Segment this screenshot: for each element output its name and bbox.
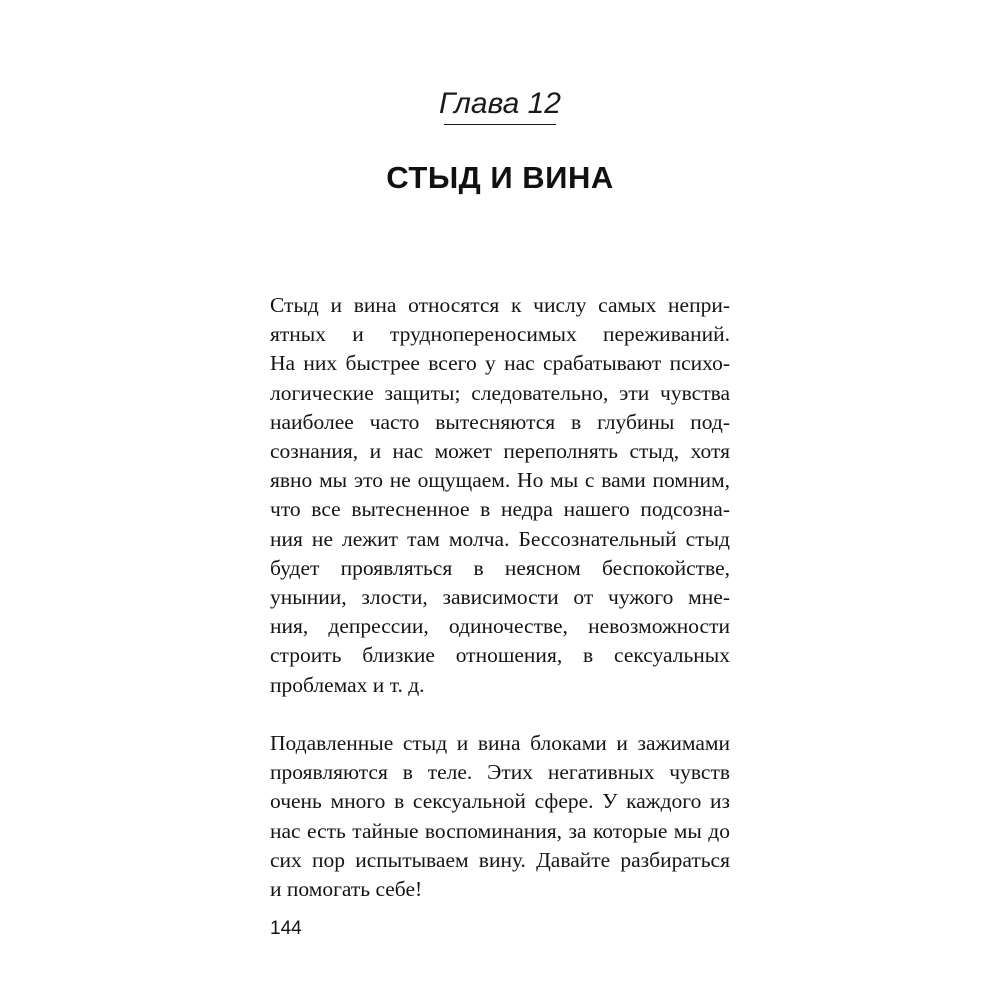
- paragraph-line: сих пор испытываем вину. Давайте разбираться: [270, 847, 730, 872]
- paragraph-line: наиболее часто вытесняются в глубины под-: [270, 409, 730, 434]
- paragraph-line: явно мы это не ощущаем. Но мы с вами помним,: [270, 468, 730, 493]
- chapter-label: Глава 12: [439, 87, 561, 120]
- paragraph-line: и помогать себе!: [270, 877, 423, 902]
- paragraph-line: очень много в сексуальной сфере. У каждого из: [270, 789, 730, 814]
- paragraph-1: [270, 291, 730, 700]
- paragraph-line: будет проявляться в неясном беспокойстве,: [270, 555, 730, 580]
- paragraph-line: Стыд и вина относятся к числу самых непри-: [270, 293, 730, 317]
- paragraph-line: сознания, и нас может переполнять стыд, хотя: [270, 439, 730, 464]
- paragraph-line: ния не лежит там молча. Бессознательный стыд: [270, 526, 730, 551]
- paragraph-line: унынии, злости, зависимости от чужого мне-: [270, 585, 730, 610]
- paragraph-line: ния, депрессии, одиночестве, невозможности: [270, 614, 730, 639]
- paragraph-line: логические защиты; следовательно, эти чувства: [270, 380, 730, 405]
- paragraph-line: проблемах и т. д.: [270, 672, 425, 697]
- paragraph-line: нас есть тайные воспоминания, за которые мы до: [270, 818, 730, 843]
- paragraph-line: проявляются в теле. Этих негативных чувств: [270, 760, 730, 785]
- paragraph-line: ятных и труднопереносимых переживаний.: [270, 322, 730, 347]
- paragraph-line: что все вытесненное в недра нашего подсозна-: [270, 497, 730, 522]
- paragraph-2: [270, 729, 730, 904]
- paragraph-line: Подавленные стыд и вина блоками и зажимами: [270, 731, 730, 755]
- chapter-label-underline: [444, 124, 556, 125]
- chapter-title: СТЫД И ВИНА: [386, 160, 614, 195]
- paragraph-line: строить близкие отношения, в сексуальных: [270, 643, 730, 668]
- page-number: 144: [270, 918, 302, 939]
- paragraph-line: На них быстрее всего у нас срабатывают психо-: [270, 351, 730, 376]
